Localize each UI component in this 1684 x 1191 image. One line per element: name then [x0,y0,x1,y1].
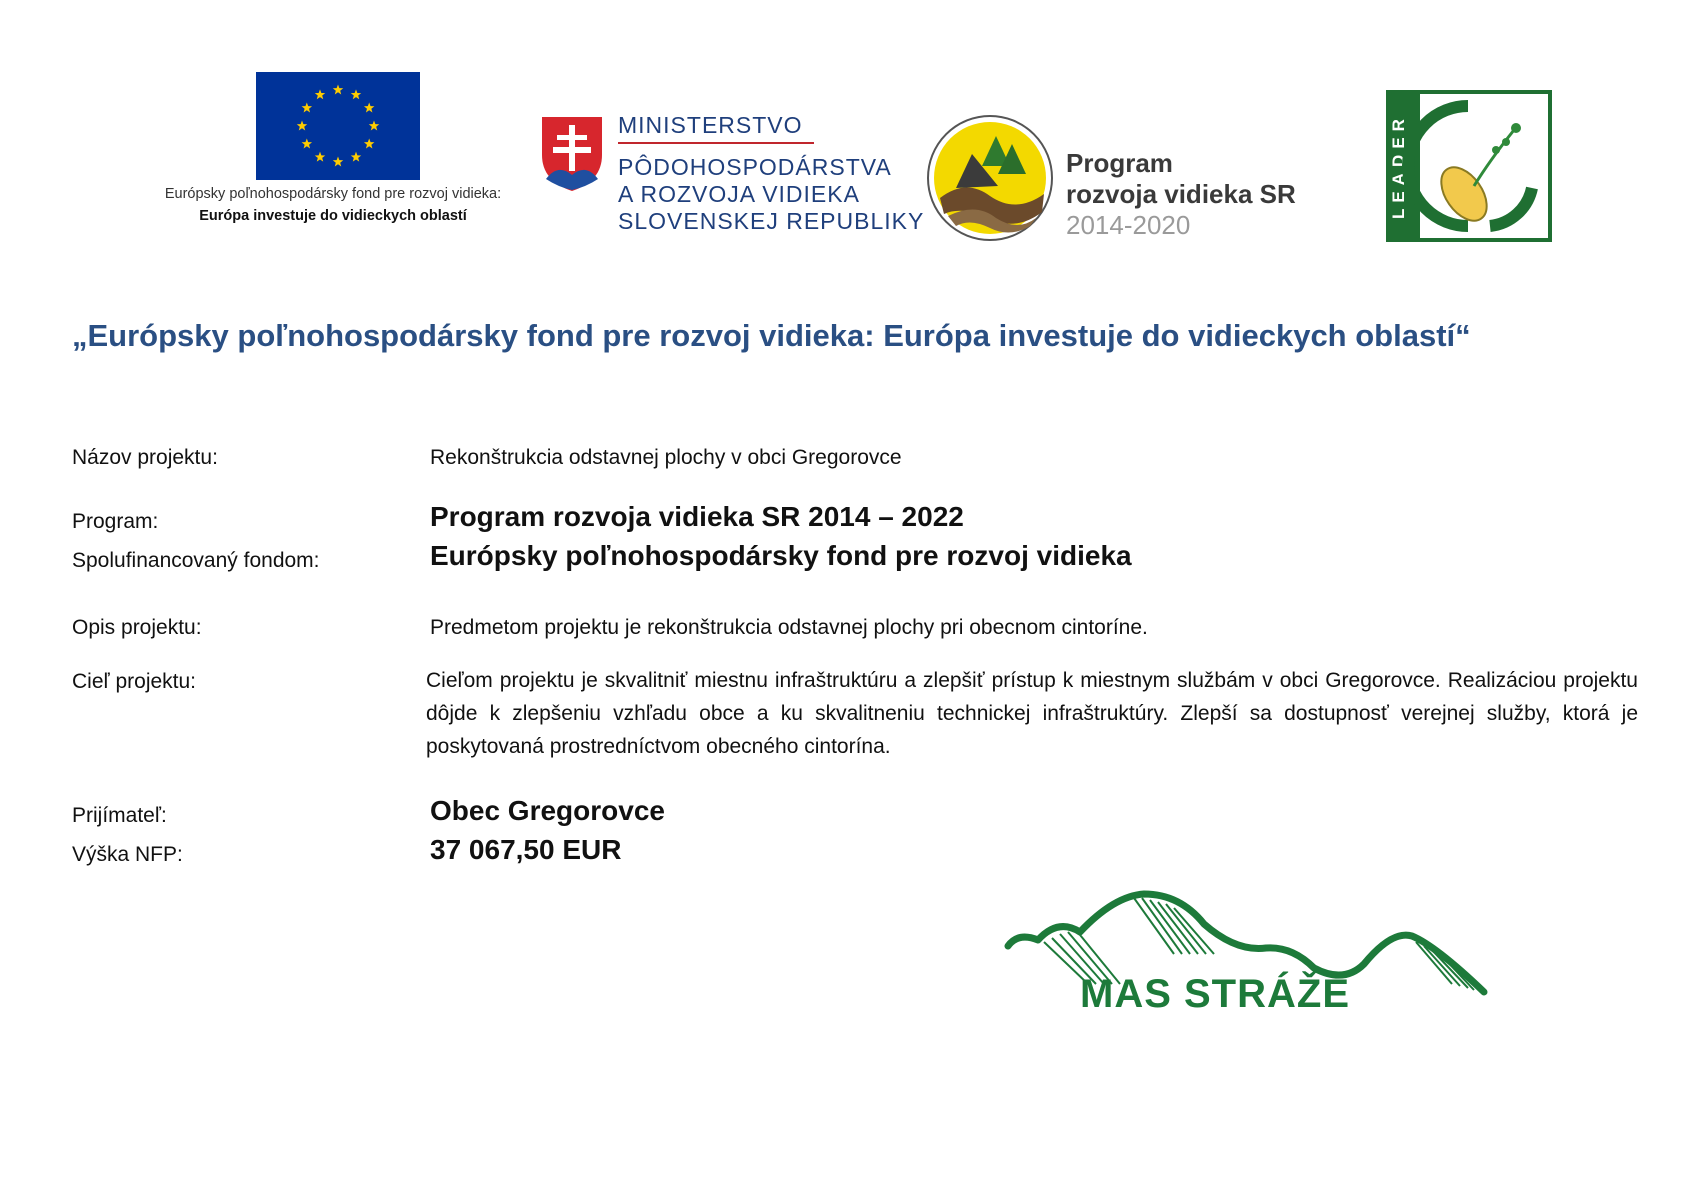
program-value: Program rozvoja vidieka SR 2014 – 2022 [430,501,964,532]
nfp-amount-value: 37 067,50 EUR [430,834,622,865]
recipient-label: Prijímateľ: [72,804,167,827]
nfp-amount-label: Výška NFP: [72,843,183,866]
project-name-label: Názov projektu: [72,446,218,469]
rdp-logo-years: 2014-2020 [1066,210,1191,240]
document-heading: „Európsky poľnohospodársky fond pre rozvoj vidieka: Európa investuje do vidieckych oblastí“ [72,318,1471,353]
leader-logo-label: LEADER [1389,113,1408,219]
ministry-logo-divider [618,142,814,144]
eu-flag-logo [256,72,420,180]
slovak-coat-of-arms-icon [540,115,604,193]
leader-logo [1386,90,1552,242]
rural-development-program-badge-icon [926,114,1054,242]
project-description-value: Predmetom projektu je rekonštrukcia odstavnej plochy pri obecnom cintoríne. [430,616,1148,639]
fund-label: Spolufinancovaný fondom: [72,549,320,572]
eu-logo-caption-line1: Európsky poľnohospodársky fond pre rozvoj vidieka: [164,186,502,202]
fund-value: Európsky poľnohospodársky fond pre rozvoj vidieka [430,540,1132,571]
ministry-name-line2: PÔDOHOSPODÁRSTVA [618,154,892,180]
ministry-name-line4: SLOVENSKEJ REPUBLIKY [618,208,925,234]
recipient-value: Obec Gregorovce [430,795,665,826]
rdp-logo-line1: Program [1066,148,1173,178]
ministry-name-line1: MINISTERSTVO [618,112,803,138]
rdp-logo-line2: rozvoja vidieka SR [1066,179,1296,209]
mas-straze-logo-label: MAS STRÁŽE [1080,972,1350,1016]
ministry-name-line3: A ROZVOJA VIDIEKA [618,181,860,207]
project-goal-label: Cieľ projektu: [72,670,197,693]
project-name-value: Rekonštrukcia odstavnej plochy v obci Gregorovce [430,446,902,469]
eu-logo-caption-line2: Európa investuje do vidieckych oblastí [199,208,467,224]
program-label: Program: [72,510,159,533]
project-goal-value: Cieľom projektu je skvalitniť miestnu infraštruktúru a zlepšiť prístup k miestnym službám v obci Gregorovce. Realizáciou projektu dôjde k zlepšeniu vzhľadu obce a ku skvalitneniu technickej infraštruktúry. Zlepší sa dostupnosť verejnej služby, ktorá je poskytovaná prostredníctvom obecného cintorína. [426,669,1638,758]
project-description-label: Opis projektu: [72,616,202,639]
